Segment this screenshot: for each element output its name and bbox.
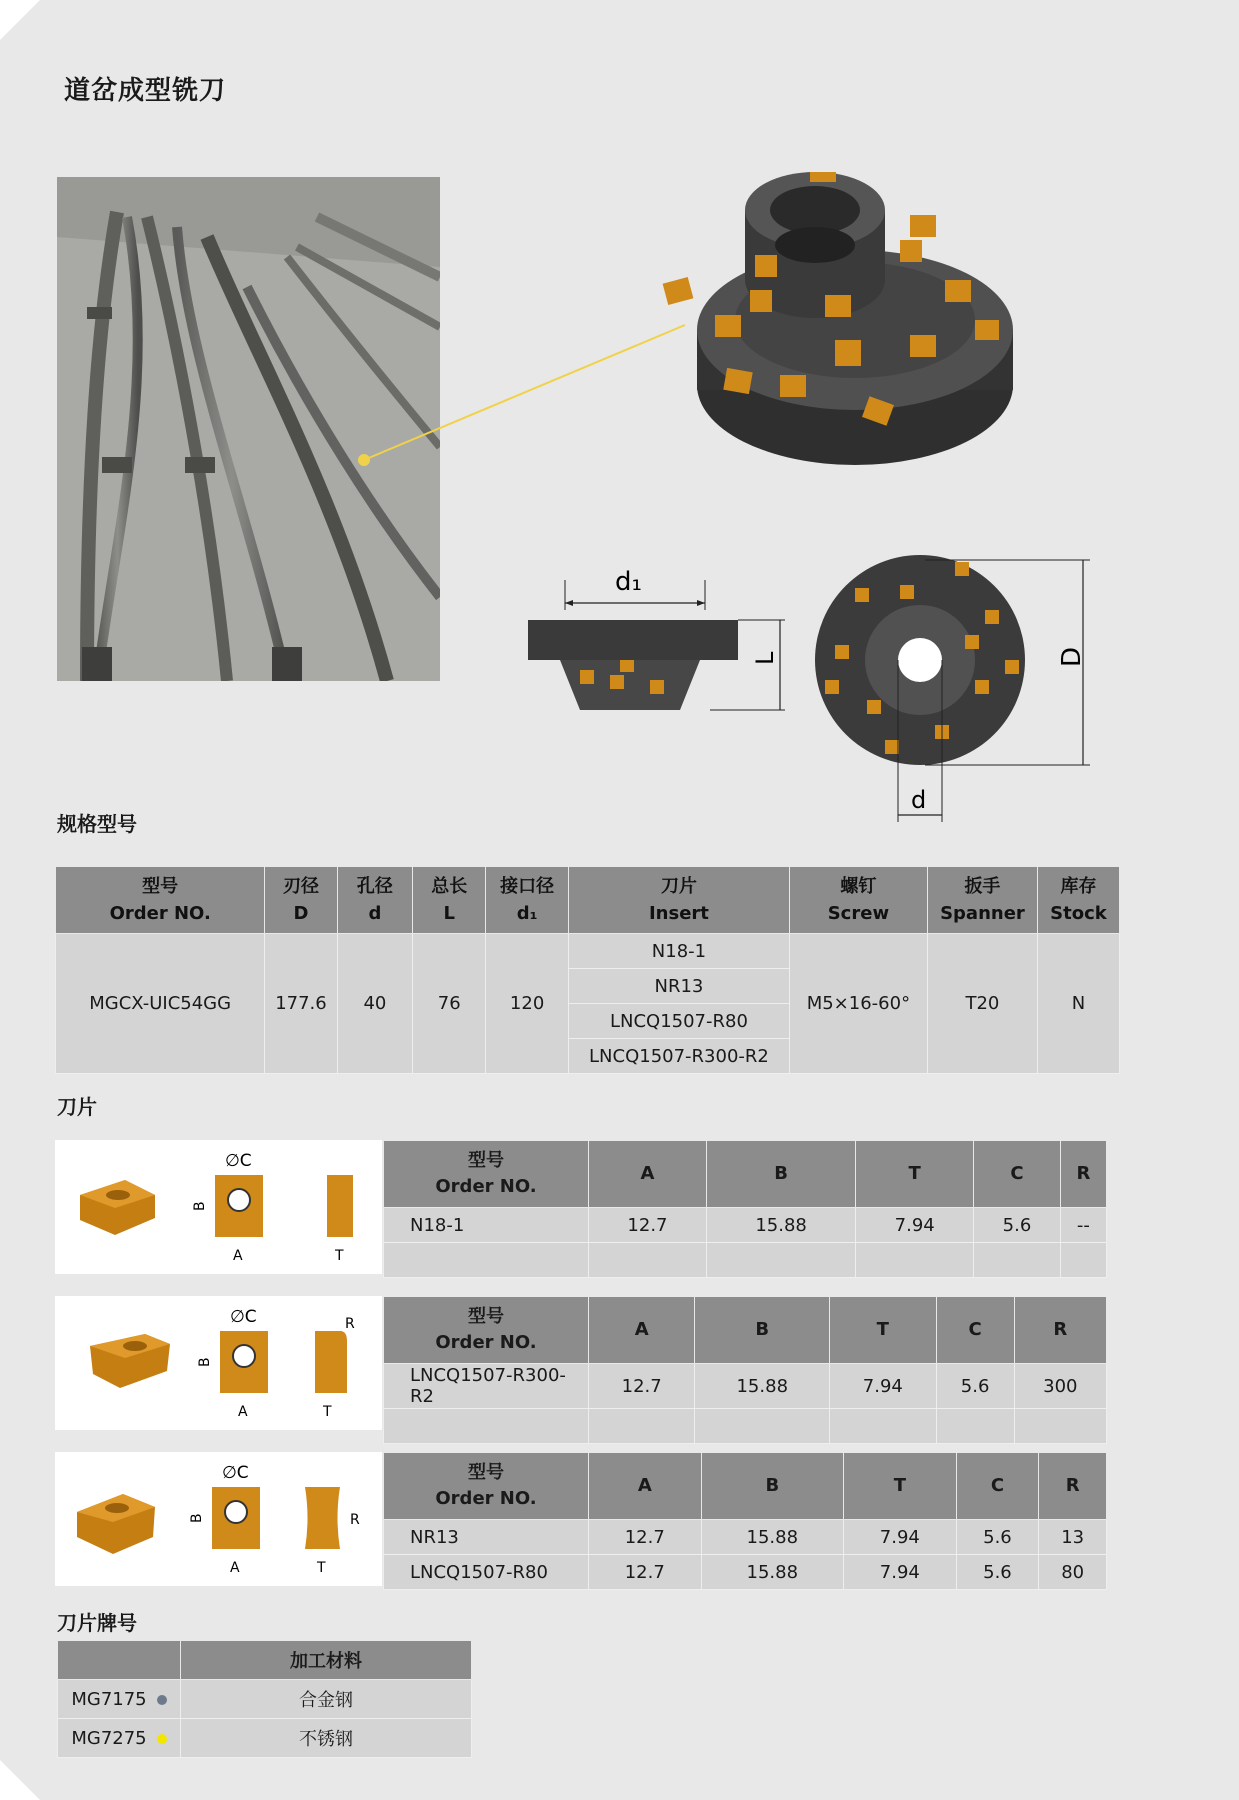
table-row [58,1680,472,1719]
spec-section-title: 规格型号 [57,812,137,836]
grade-table [57,1640,472,1758]
grade-name: MG7175 [71,1688,147,1710]
cell-d1: 120 [486,934,569,1074]
svg-text:B: B [197,1357,213,1367]
cell-d: 40 [337,934,413,1074]
svg-text:T: T [323,1404,332,1420]
svg-text:A: A [230,1560,240,1576]
cell-insert: N18-1 [569,934,790,969]
grade-section-title: 刀片牌号 [57,1611,137,1635]
cell-D: 177.6 [265,934,337,1074]
D-label: D [1057,646,1087,667]
cell-order: MGCX-UIC54GG [56,934,265,1074]
svg-text:T: T [335,1248,344,1264]
insert-block-lncq-r300 [55,1296,1107,1430]
header-order: 型号 Order NO. [56,867,265,934]
d1-label: d₁ [615,567,642,597]
cutter-front-view [815,550,1095,834]
insert-block-nr13 [55,1452,1107,1586]
header-spanner: 扳手 Spanner [927,867,1037,934]
insert-section-title: 刀片 [57,1095,97,1119]
table-row: NR13 12.7 15.88 7.94 5.6 13 [384,1520,1107,1555]
svg-text:B: B [189,1513,205,1523]
header-D: 刃径 D [265,867,337,934]
table-row [384,1409,1107,1444]
svg-text:∅C: ∅C [230,1307,257,1327]
svg-text:R: R [350,1512,360,1528]
d-label: d [911,786,927,814]
grade-material: 不锈钢 [181,1719,472,1758]
header-material: 加工材料 [181,1641,472,1680]
svg-text:A: A [238,1404,248,1420]
cell-insert: NR13 [569,969,790,1004]
svg-text:T: T [317,1560,326,1576]
grade-color-dot [157,1734,167,1744]
cell-spanner: T20 [927,934,1037,1074]
header-insert: 刀片 Insert [569,867,790,934]
grade-name: MG7275 [71,1727,147,1749]
svg-text:A: A [233,1248,243,1264]
cell-L: 76 [413,934,486,1074]
insert-block-n18 [55,1140,1107,1274]
milling-cutter-3d [655,170,1035,474]
header-d: 孔径 d [337,867,413,934]
header-screw: 螺钉 Screw [789,867,927,934]
table-row [384,1243,1107,1278]
header-order: 型号 Order NO. [384,1453,589,1520]
header-order: 型号 Order NO. [384,1297,589,1364]
page-title: 道岔成型铣刀 [64,76,227,106]
header-L: 总长 L [413,867,486,934]
cell-screw: M5×16-60° [789,934,927,1074]
svg-text:B: B [192,1201,208,1211]
insert-table: 型号 Order NO. A B T C R NR13 12.7 15.88 7.94 5.6 13 LNCQ1507-R80 12.7 15.88 7.94 5.6 80 [383,1452,1107,1590]
table-row: LNCQ1507-R80 12.7 15.88 7.94 5.6 80 [384,1555,1107,1590]
cell-insert: LNCQ1507-R300-R2 [569,1039,790,1074]
spec-table [55,866,1120,1074]
cell-insert: LNCQ1507-R80 [569,1004,790,1039]
svg-text:∅C: ∅C [222,1463,249,1483]
grade-color-dot [157,1695,167,1705]
header-stock: 库存 Stock [1037,867,1119,934]
table-row [58,1719,472,1758]
svg-text:R: R [345,1316,355,1332]
table-row: LNCQ1507-R300-R2 12.7 15.88 7.94 5.6 300 [384,1364,1107,1409]
header-d1: 接口径 d₁ [486,867,569,934]
header-order: 型号 Order NO. [384,1141,589,1208]
insert-diagram [55,1140,382,1274]
svg-text:∅C: ∅C [225,1151,252,1171]
table-row: N18-1 12.7 15.88 7.94 5.6 -- [384,1208,1107,1243]
cell-stock: N [1037,934,1119,1074]
insert-table: 型号 Order NO. A B T C R LNCQ1507-R300-R2 12.7 15.88 7.94 5.6 300 [383,1296,1107,1444]
cutter-side-view [520,565,790,729]
insert-diagram [55,1452,382,1586]
insert-table: 型号 Order NO. A B T C R N18-1 12.7 15.88 7.94 5.6 -- [383,1140,1107,1278]
grade-material: 合金钢 [181,1680,472,1719]
L-label: L [751,651,779,665]
insert-diagram [55,1296,382,1430]
